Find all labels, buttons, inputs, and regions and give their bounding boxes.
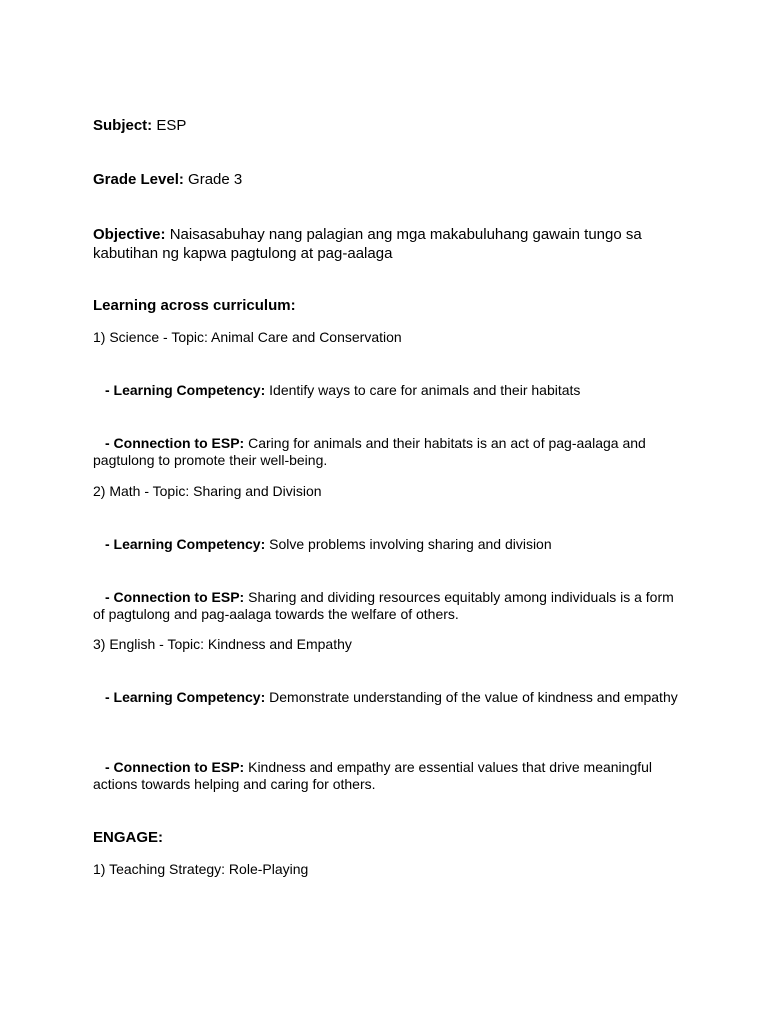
connection-to-esp-science bbox=[93, 435, 683, 469]
engage-heading: ENGAGE: bbox=[93, 829, 164, 846]
subject-line bbox=[93, 117, 186, 134]
connection-label: - Connection to ESP: bbox=[105, 435, 245, 451]
objective-paragraph bbox=[93, 225, 653, 263]
learning-competency-label: - Learning Competency: bbox=[105, 382, 266, 398]
connection-label: - Connection to ESP: bbox=[105, 589, 245, 605]
learning-across-curriculum-heading: Learning across curriculum: bbox=[93, 297, 296, 314]
learning-competency-english bbox=[93, 689, 683, 706]
connection-label: - Connection to ESP: bbox=[105, 759, 245, 775]
grade-level-line bbox=[93, 171, 242, 188]
engage-item: 1) Teaching Strategy: Role-Playing bbox=[93, 861, 309, 877]
grade-level-value: Grade 3 bbox=[188, 171, 243, 188]
objective-label: Objective: bbox=[93, 226, 166, 243]
connection-text: Caring for animals and their habitats is an act of pag-aalaga and pagtulong to promote their well-being. bbox=[93, 435, 646, 468]
objective-text: Naisasabuhay nang palagian ang mga makabuluhang gawain tungo sa kabutihan ng kapwa pagtulong at pag-aalaga bbox=[93, 226, 642, 262]
curriculum-topic-math: 2) Math - Topic: Sharing and Division bbox=[93, 483, 322, 499]
learning-competency-label: - Learning Competency: bbox=[105, 689, 266, 705]
connection-text: Kindness and empathy are essential values that drive meaningful actions towards helping and caring for others. bbox=[93, 759, 653, 792]
learning-competency-text: Identify ways to care for animals and their habitats bbox=[269, 382, 581, 398]
learning-competency-text: Solve problems involving sharing and division bbox=[269, 536, 552, 552]
grade-level-label: Grade Level: bbox=[93, 171, 184, 188]
learning-competency-science bbox=[93, 382, 580, 399]
connection-to-esp-math bbox=[93, 589, 683, 623]
subject-value: ESP bbox=[156, 117, 187, 134]
connection-to-esp-english bbox=[93, 759, 683, 793]
learning-competency-text: Demonstrate understanding of the value of kindness and empathy bbox=[269, 689, 678, 705]
learning-competency-math bbox=[93, 536, 552, 553]
curriculum-topic-science: 1) Science - Topic: Animal Care and Conservation bbox=[93, 329, 402, 345]
learning-competency-label: - Learning Competency: bbox=[105, 536, 266, 552]
connection-text: Sharing and dividing resources equitably among individuals is a form of pagtulong and pag-aalaga towards the welfare of others. bbox=[93, 589, 674, 622]
subject-label: Subject: bbox=[93, 117, 153, 134]
curriculum-topic-english: 3) English - Topic: Kindness and Empathy bbox=[93, 636, 352, 652]
